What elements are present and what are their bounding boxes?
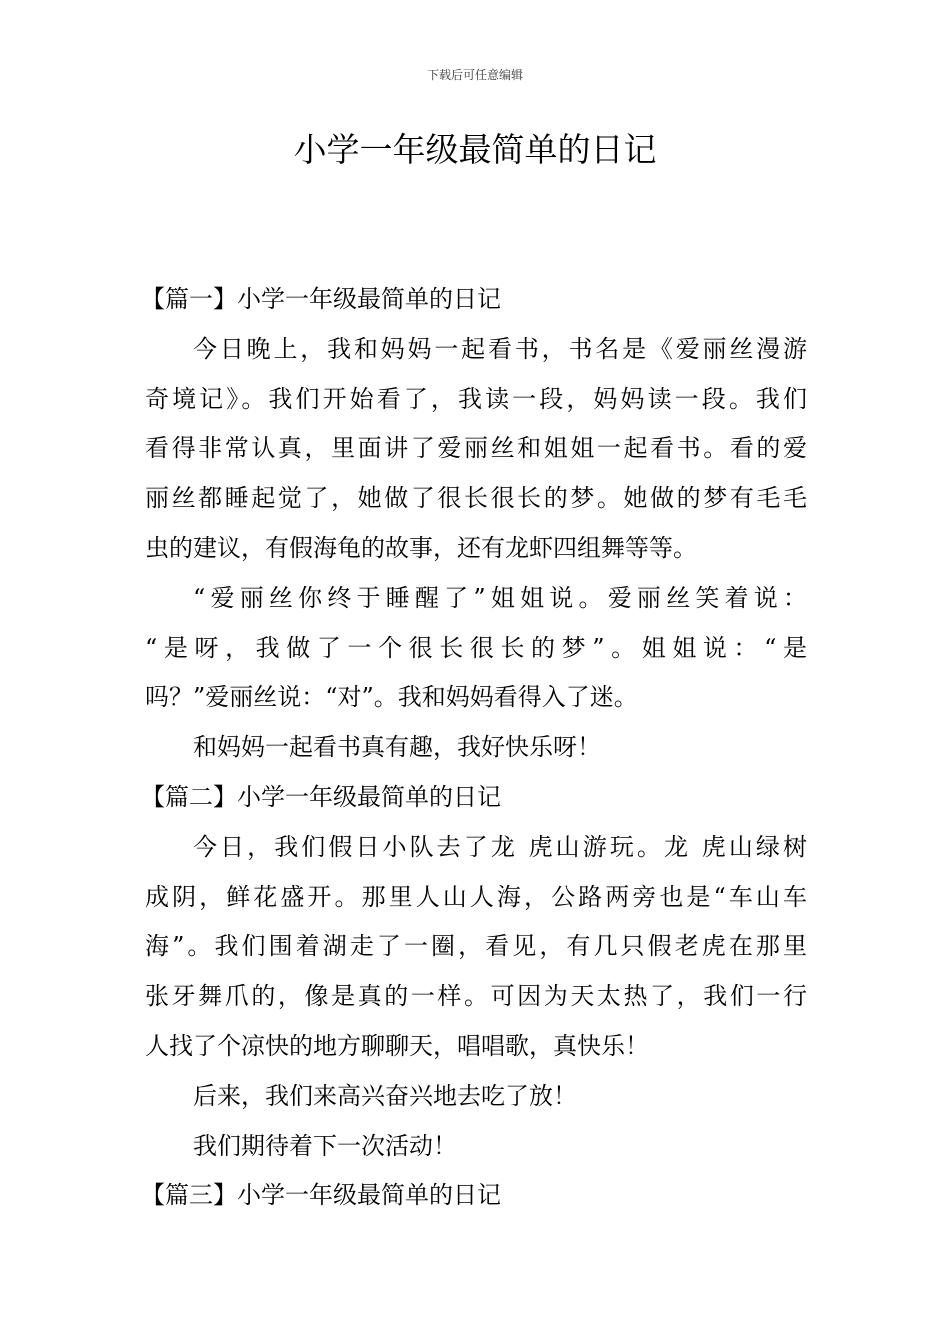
paragraph-line: 我们期待着下一次活动！: [193, 1131, 457, 1160]
paragraph-line: 人找了个凉快的地方聊聊天，唱唱歌，真快乐！: [145, 1031, 649, 1060]
paragraph-line: 后来，我们来高兴奋兴地去吃了放！: [193, 1081, 577, 1110]
paragraph-line: 今日，我们假日小队去了龙 虎山游玩。龙 虎山绿树: [193, 832, 807, 861]
section-heading-3: 【篇三】小学一年级最简单的日记: [141, 1181, 501, 1210]
section-heading-2: 【篇二】小学一年级最简单的日记: [141, 782, 501, 811]
paragraph-line: 奇境记》。我们开始看了，我读一段，妈妈读一段。我们: [145, 384, 807, 413]
paragraph-line: 丽丝都睡起觉了，她做了很长很长的梦。她做的梦有毛毛: [145, 484, 807, 513]
paragraph-line: 今日晚上，我和妈妈一起看书，书名是《爱丽丝漫游: [193, 334, 807, 363]
paragraph-line: 海”。我们围着湖走了一圈，看见，有几只假老虎在那里: [145, 932, 807, 961]
paragraph-line: “是呀，我做了一个很长很长的梦”。姐姐说：“是: [145, 633, 807, 662]
page-title: 小学一年级最简单的日记: [293, 130, 657, 169]
paragraph-line: 看得非常认真，里面讲了爱丽丝和姐姐一起看书。看的爱: [145, 434, 807, 463]
paragraph-line: 成阴，鲜花盛开。那里人山人海，公路两旁也是“车山车: [145, 882, 807, 911]
section-heading-1: 【篇一】小学一年级最简单的日记: [141, 285, 501, 313]
paragraph-line: “爱丽丝你终于睡醒了”姐姐说。爱丽丝笑着说：: [193, 583, 807, 612]
document-body: [141, 275, 807, 1221]
paragraph-line: 吗？”爱丽丝说：“对”。我和妈妈看得入了迷。: [145, 683, 638, 712]
header-note: 下载后可任意编辑: [426, 68, 523, 82]
paragraph-line: 张牙舞爪的，像是真的一样。可因为天太热了，我们一行: [145, 982, 807, 1011]
paragraph-line: 和妈妈一起看书真有趣，我好快乐呀！: [193, 733, 601, 762]
paragraph-line: 虫的建议，有假海龟的故事，还有龙虾四组舞等等。: [145, 533, 697, 562]
